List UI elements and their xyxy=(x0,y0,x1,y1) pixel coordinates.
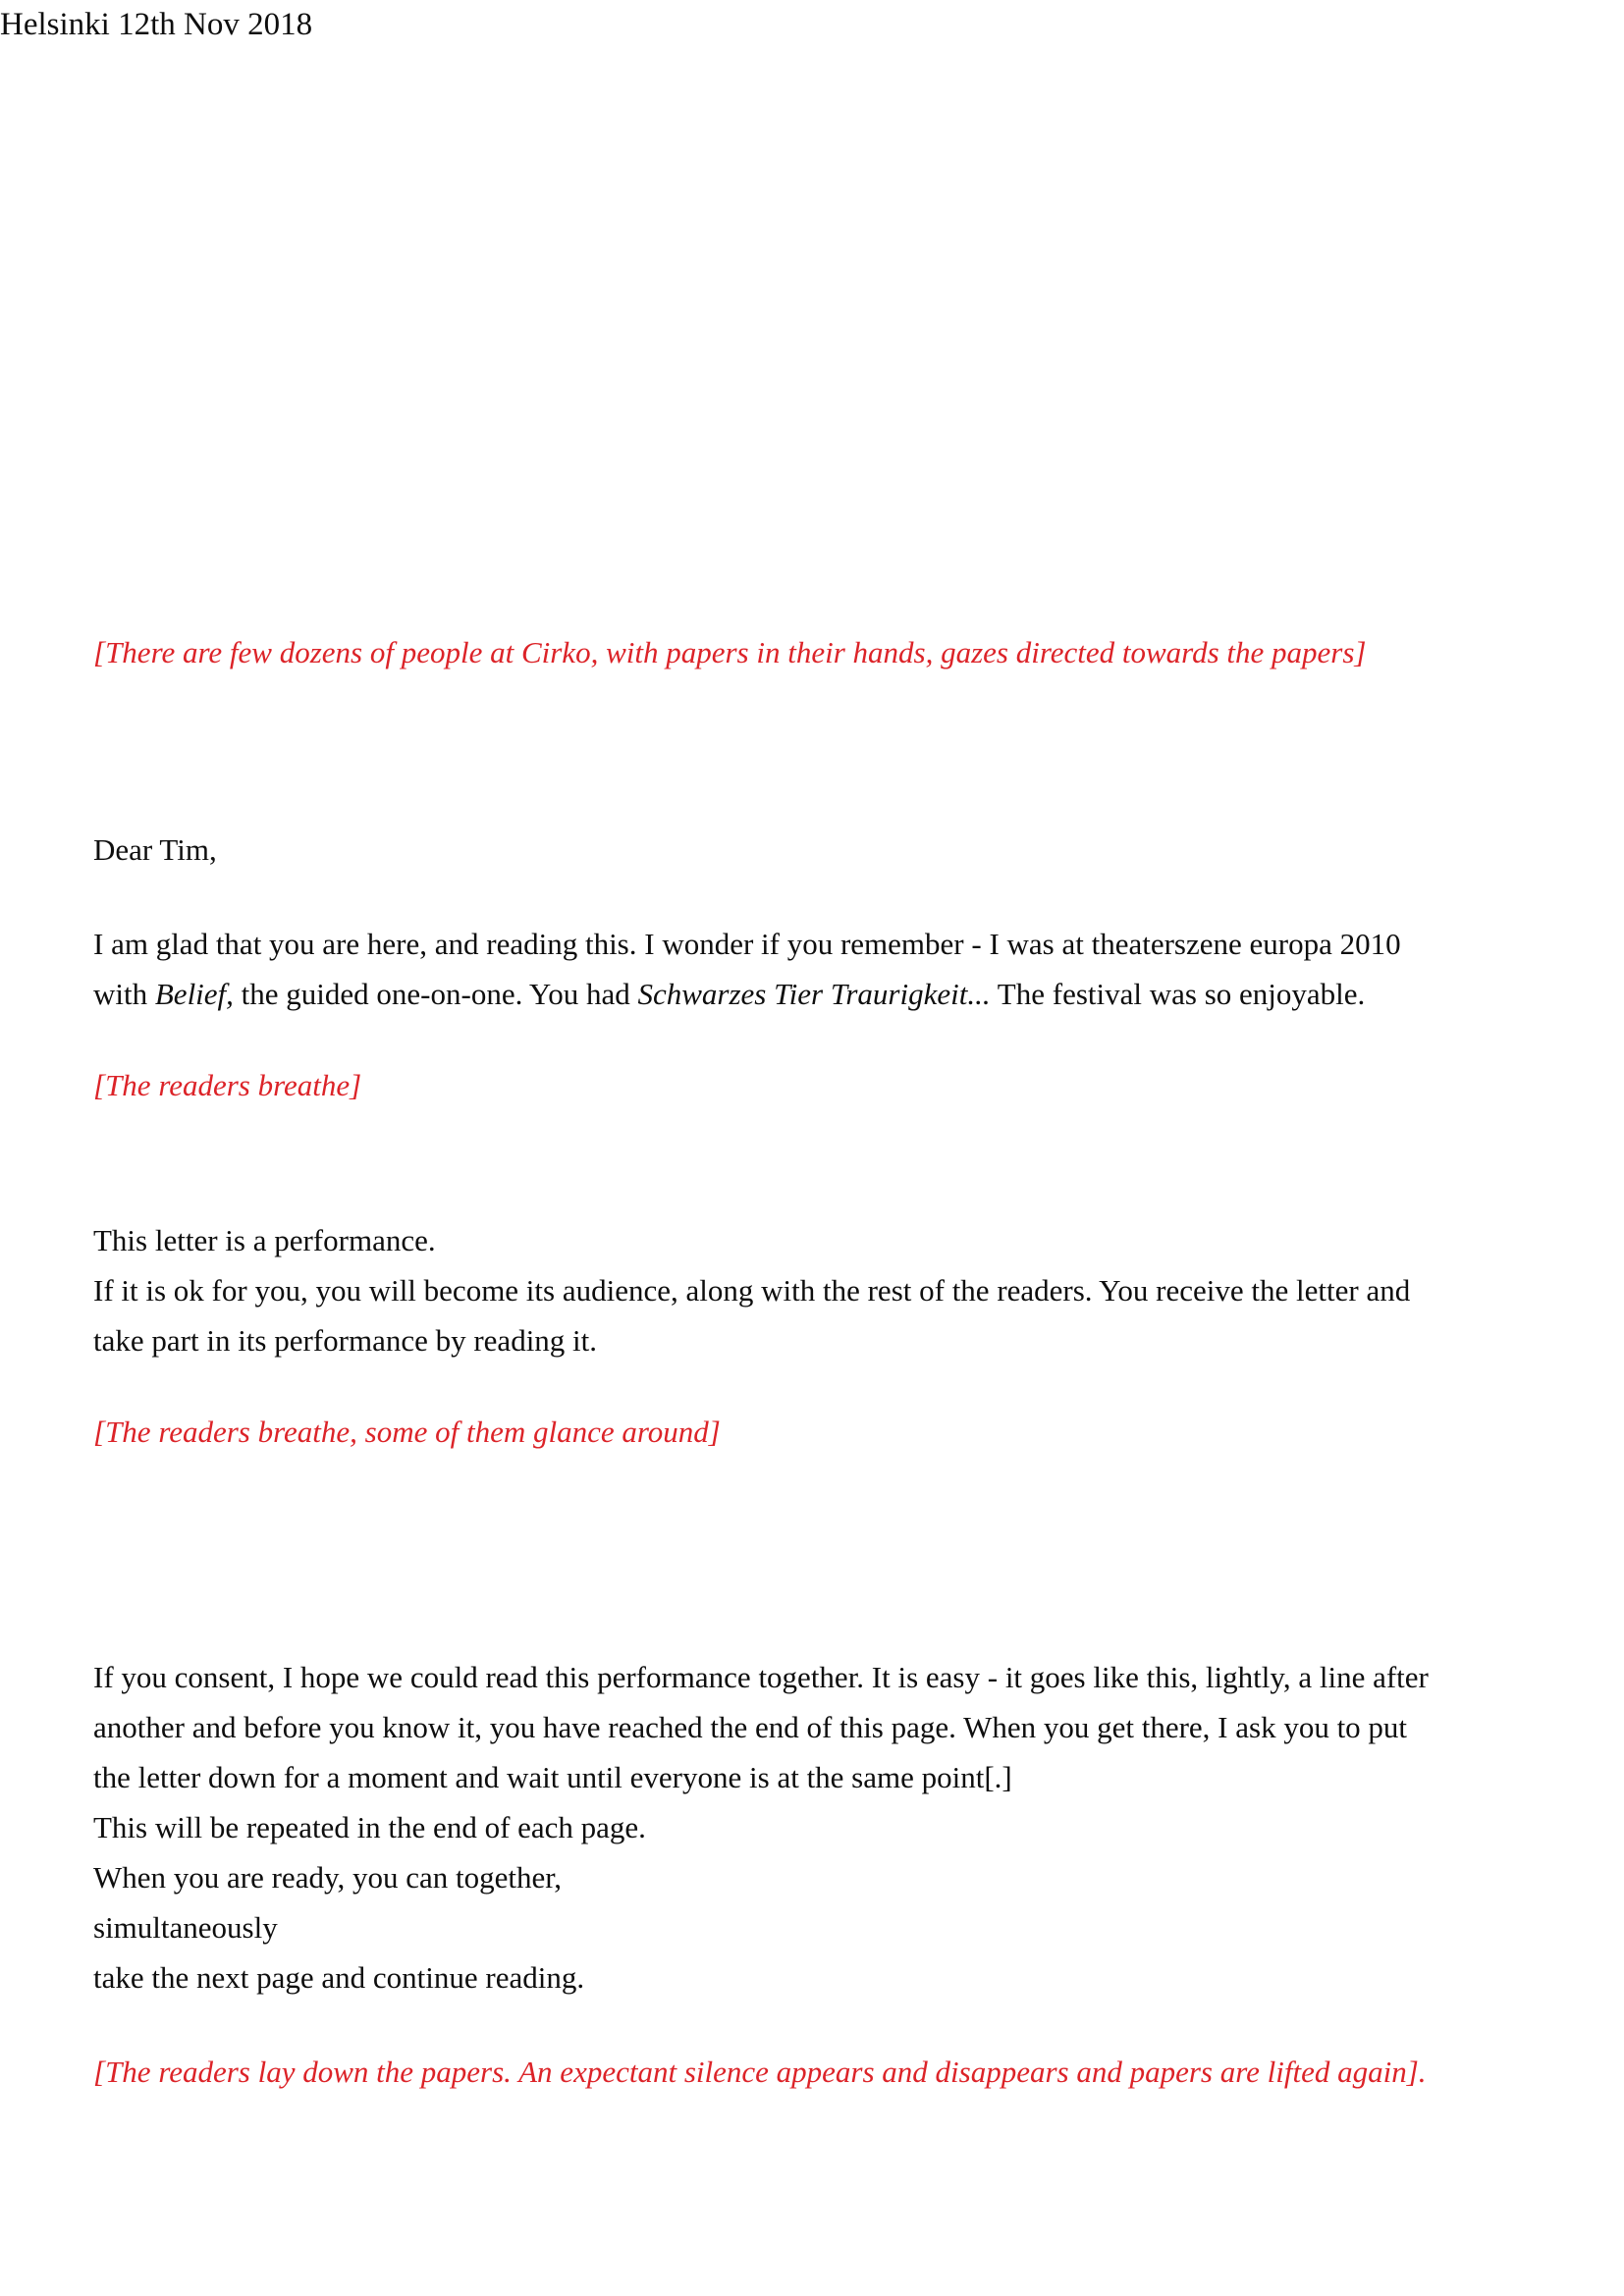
performance-paragraph xyxy=(93,1215,1410,1365)
intro-line-2-post: The festival was so enjoyable. xyxy=(990,977,1366,1011)
intro-line-2-mid: the guided one-on-one. You had xyxy=(233,977,638,1011)
consent-paragraph xyxy=(93,1652,1429,2002)
consent-line-3: the letter down for a moment and wait until everyone is at the same point[.] xyxy=(93,1760,1012,1794)
stage-direction-breathe: [The readers breathe] xyxy=(93,1068,362,1102)
intro-line-2-pre: with xyxy=(93,977,155,1011)
date-line: Helsinki 12th Nov 2018 xyxy=(0,7,313,42)
stage-direction-breathe-glance: [The readers breathe, some of them glance around] xyxy=(93,1415,721,1449)
stage-direction-opening: [There are few dozens of people at Cirko, with papers in their hands, gazes directed towards the papers] xyxy=(93,635,1367,669)
intro-line-1: I am glad that you are here, and reading this. I wonder if you remember - I was at theaterszene europa 2010 xyxy=(93,927,1401,961)
consent-line-1: If you consent, I hope we could read this performance together. It is easy - it goes like this, lightly, a line after xyxy=(93,1660,1429,1694)
performance-line-3: take part in its performance by reading it. xyxy=(93,1323,598,1358)
work-title-schwarzes-tier-traurigkeit: Schwarzes Tier Traurigkeit... xyxy=(637,977,991,1011)
salutation: Dear Tim, xyxy=(93,832,217,867)
work-title-belief: Belief, xyxy=(154,977,234,1011)
performance-line-1: This letter is a performance. xyxy=(93,1223,436,1257)
stage-direction-closing: [The readers lay down the papers. An expectant silence appears and disappears and papers are lifted again]. xyxy=(93,2055,1427,2089)
consent-line-5: When you are ready, you can together, xyxy=(93,1860,563,1895)
intro-line-2 xyxy=(93,969,1401,1019)
intro-paragraph xyxy=(93,919,1401,1019)
consent-line-2: another and before you know it, you have reached the end of this page. When you get there, I ask you to put xyxy=(93,1710,1408,1744)
consent-line-4: This will be repeated in the end of each page. xyxy=(93,1810,646,1844)
consent-line-6: simultaneously xyxy=(93,1910,278,1945)
consent-line-7: take the next page and continue reading. xyxy=(93,1960,585,1995)
performance-line-2: If it is ok for you, you will become its audience, along with the rest of the readers. You receive the letter and xyxy=(93,1273,1411,1308)
